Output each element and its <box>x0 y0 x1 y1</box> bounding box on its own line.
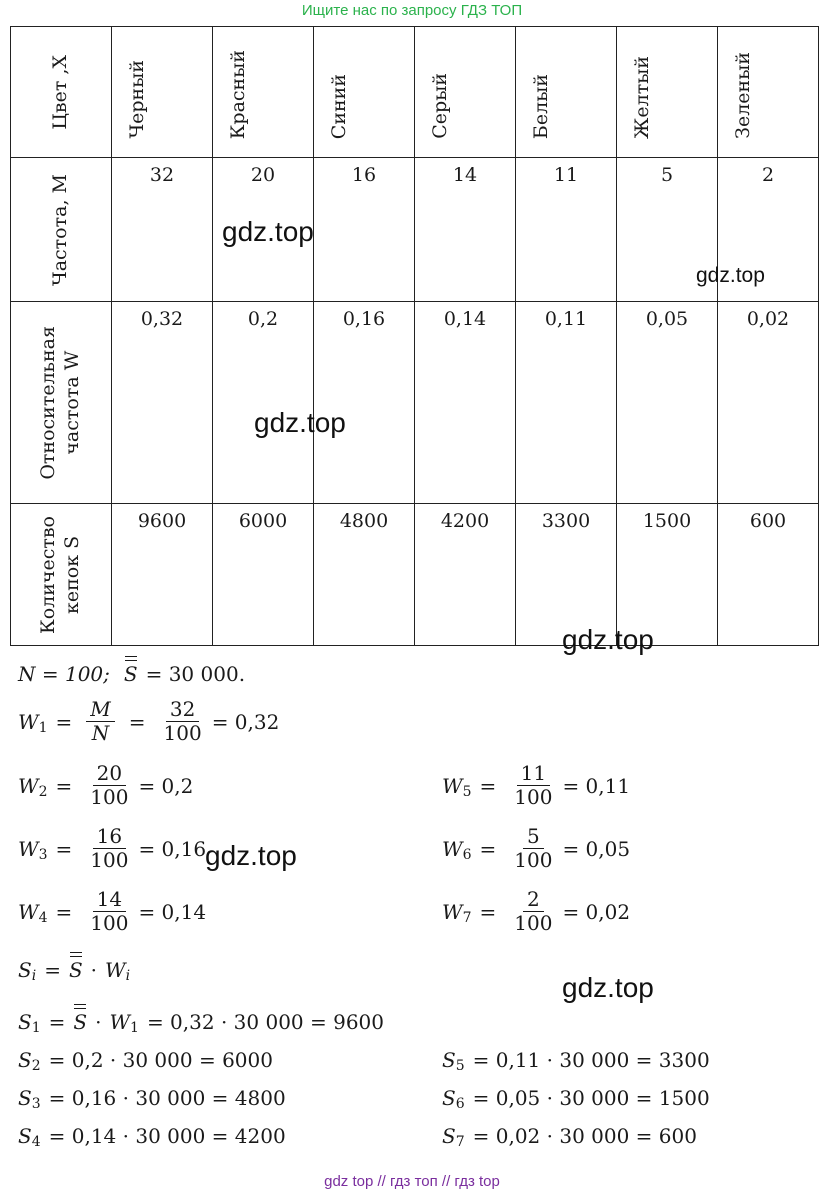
row-header-relative: Относительная частота W <box>11 302 112 504</box>
frequency-cell: 5 <box>617 158 718 302</box>
count-cell: 4200 <box>415 504 516 646</box>
relative-cell: 0,11 <box>516 302 617 504</box>
color-cell: Серый <box>415 27 516 158</box>
formula-w1: W 1 = $\frac{M}{N}$ = $\frac{32}{100}$ = 0,32 <box>18 697 280 745</box>
frequency-cell: 14 <box>415 158 516 302</box>
relative-cell: 0,14 <box>415 302 516 504</box>
formula-w7: W 7 = $\frac{2}{100}$ = 0,02 <box>442 887 631 935</box>
formula-s6: S 6 = 0,05 · 30 000 = 1500 <box>442 1086 710 1112</box>
bottom-banner: gdz top // гдз топ // гдз top <box>324 1173 500 1190</box>
count-cell: 3300 <box>516 504 617 646</box>
relative-cell: 0,02 <box>718 302 819 504</box>
count-cell: 9600 <box>112 504 213 646</box>
formula-s2: S 2 = 0,2 · 30 000 = 6000 <box>18 1048 273 1074</box>
formula-s1: S 1 = S · W 1 = 0,32 · 30 000 = 9600 <box>18 1010 385 1036</box>
table-row-count <box>11 504 819 646</box>
relative-cell: 0,2 <box>213 302 314 504</box>
formula-s5: S 5 = 0,11 · 30 000 = 3300 <box>442 1048 710 1074</box>
color-cell: Красный <box>213 27 314 158</box>
count-cell: 6000 <box>213 504 314 646</box>
frequency-cell: 2 <box>718 158 819 302</box>
formula-s4: S 4 = 0,14 · 30 000 = 4200 <box>18 1124 286 1150</box>
formula-s7: S 7 = 0,02 · 30 000 = 600 <box>442 1124 697 1150</box>
formula-w3: W 3 = $\frac{16}{100}$ = 0,16 <box>18 824 207 872</box>
color-cell: Синий <box>314 27 415 158</box>
frequency-table <box>10 26 819 646</box>
formula-w4: W 4 = $\frac{14}{100}$ = 0,14 <box>18 887 207 935</box>
formula-si: S i = S · W i <box>18 958 131 984</box>
watermark: gdz.top <box>205 840 297 871</box>
count-cell: 600 <box>718 504 819 646</box>
color-cell: Зеленый <box>718 27 819 158</box>
relative-cell: 0,16 <box>314 302 415 504</box>
watermark: gdz.top <box>222 216 314 247</box>
table-row-color <box>11 27 819 158</box>
watermark: gdz.top <box>562 972 654 1003</box>
relative-cell: 0,05 <box>617 302 718 504</box>
frequency-cell: 20 <box>213 158 314 302</box>
color-cell: Желтый <box>617 27 718 158</box>
relative-cell: 0,32 <box>112 302 213 504</box>
top-banner: Ищите нас по запросу ГДЗ ТОП <box>301 2 523 19</box>
count-cell: 1500 <box>617 504 718 646</box>
watermark: gdz.top <box>562 624 654 655</box>
color-cell: Белый <box>516 27 617 158</box>
row-header-count: Количество кепок S <box>11 504 112 646</box>
formula-w2: W 2 = $\frac{20}{100}$ = 0,2 <box>18 761 194 809</box>
color-cell: Черный <box>112 27 213 158</box>
row-header-frequency: Частота, M <box>11 158 112 302</box>
formula-s3: S 3 = 0,16 · 30 000 = 4800 <box>18 1086 286 1112</box>
row-header-color: Цвет ,X <box>11 27 112 158</box>
frequency-cell: 11 <box>516 158 617 302</box>
table-row-relative <box>11 302 819 504</box>
watermark: gdz.top <box>696 264 765 287</box>
frequency-cell: 16 <box>314 158 415 302</box>
frequency-cell: 32 <box>112 158 213 302</box>
formula-w5: W 5 = $\frac{11}{100}$ = 0,11 <box>442 761 631 809</box>
given-line: N = 100; S = 30 000. <box>18 662 246 686</box>
count-cell: 4800 <box>314 504 415 646</box>
watermark: gdz.top <box>254 407 346 438</box>
formula-w6: W 6 = $\frac{5}{100}$ = 0,05 <box>442 824 631 872</box>
